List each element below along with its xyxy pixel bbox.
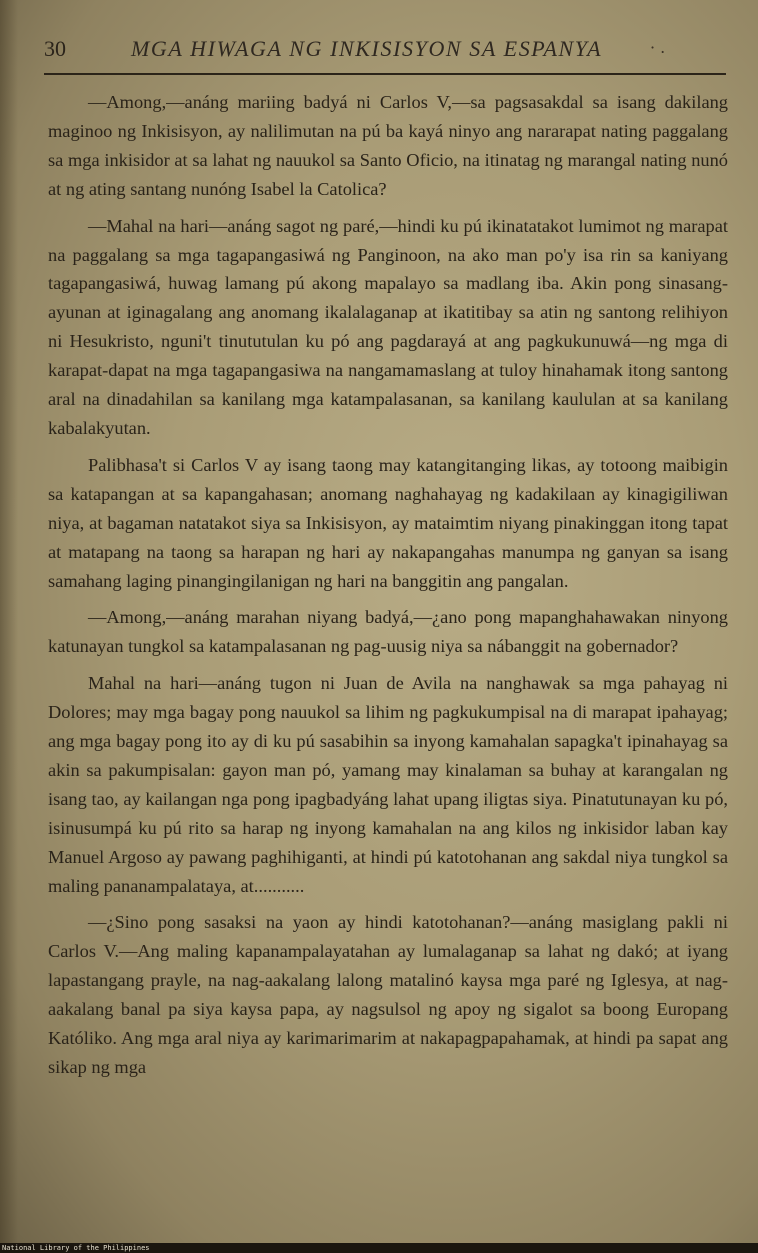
paragraph: Palibhasa't si Carlos V ay isang taong may katangitanging likas, ay totoong maibigin sa katapangan at sa kapangahasan; anomang naghahayag ng kadakilaan ay kinagigiliwan niya, at bagaman natatakot siya sa Inkisisyon, ay mataimtim niyang pinakinggan itong tapat at matapang na taong sa harapan ng hari ay nakapangahas manumpa ng ganyan sa isang samahang laging pinangingilanigan ng hari na banggitin ang pangalan. bbox=[48, 454, 728, 591]
header-marks: · . bbox=[650, 38, 666, 57]
page-number: 30 bbox=[44, 36, 66, 61]
paragraph: —¿Sino pong sasaksi na yaon ay hindi katotohanan?—anáng masiglang pakli ni Carlos V.—Ang maling kapanampalayatahan ay lumalaganap sa lahat ng dakó; at iyang lapastangang prayle, na nag-aakalang lalong matalinó kaysa mga paré ng Iglesya, at nag-aakalang banal pa siya kaysa papa, ay nagsulsol ng apoy ng sigalot sa boong Europang Katóliko. Ang mga aral niya ay karimarimarim at nakapagpapahamak, at hindi pa sapat ang sikap ng mga bbox=[48, 912, 728, 1077]
header-rule bbox=[44, 73, 726, 75]
paragraph: —Among,—anáng mariing badyá ni Carlos V,—sa pagsasakdal sa isang dakilang maginoo ng Inkisisyon, ay nalilimutan na pú ba kayá ninyo ang nararapat nating paggalang sa mga inkisidor at sa lahat ng nauukol sa Santo Oficio, na itinatag ng marangal nating nunó at ng ating santang nunóng Isabel la Catolica? bbox=[48, 92, 728, 199]
running-title: MGA HIWAGA NG INKISISYON SA ESPANYA bbox=[131, 36, 603, 61]
paragraph: —Among,—anáng marahan niyang badyá,—¿ano pong mapanghahawakan ninyong katunayan tungkol sa katampalasanan ng pag-uusig niya sa nábanggit na gobernador? bbox=[48, 607, 728, 657]
paragraph: —Mahal na hari—anáng sagot ng paré,—hindi ku pú ikinatatakot lumimot ng marapat na paggalang sa mga tagapangasiwá ng Panginoon, na ako man po'y isa rin sa kaniyang tagapangasiwá, huwag lamang pú akong mapalayo sa madlang iba. Akin pong sinasang-ayunan at iginagalang ang anomang ikalalaganap at ikatitibay sa atin ng santong relihiyon ni Hesukristo, nguni't tinututulan ku pó ang pagdarayá at ang pagkukunuwá—ng mga di karapat-dapat na mga tagapangasiwa na nangamamaslang at tuloy hinahamak itong santong aral na dinadahilan sa kanilang mga katampalasanan, sa kanilang kaululan at sa kanilang kabalakyutan. bbox=[48, 215, 728, 438]
page-header bbox=[0, 34, 758, 74]
library-credit: National Library of the Philippines bbox=[2, 1244, 150, 1252]
page-edge-shadow bbox=[0, 0, 18, 1243]
body-text bbox=[48, 88, 728, 1090]
paragraph: Mahal na hari—anáng tugon ni Juan de Avila na nanghawak sa mga pahayag ni Dolores; may mga bagay pong nauukol sa lihim ng pagkukumpisal na di marapat ipahayag; ang mga bagay pong ito ay di ku pú sasabihin sa inyong kamahalan sapagka't ipinahayag sa akin sa pakumpisalan: gayon man pó, yamang may kinalaman sa buhay at karangalan ng isang tao, ay kailangan nga pong ipagbadyáng lahat upang iligtas siya. Pinatutunayan ku pó, isinusumpá ku pú rito sa harap ng inyong kamahalan na ang kilos ng inkisidor laban kay Manuel Argoso ay pawang paghihiganti, at hindi pú katotohanan ang sakdal niya tungkol sa maling pananampalataya, at........... bbox=[48, 673, 728, 896]
